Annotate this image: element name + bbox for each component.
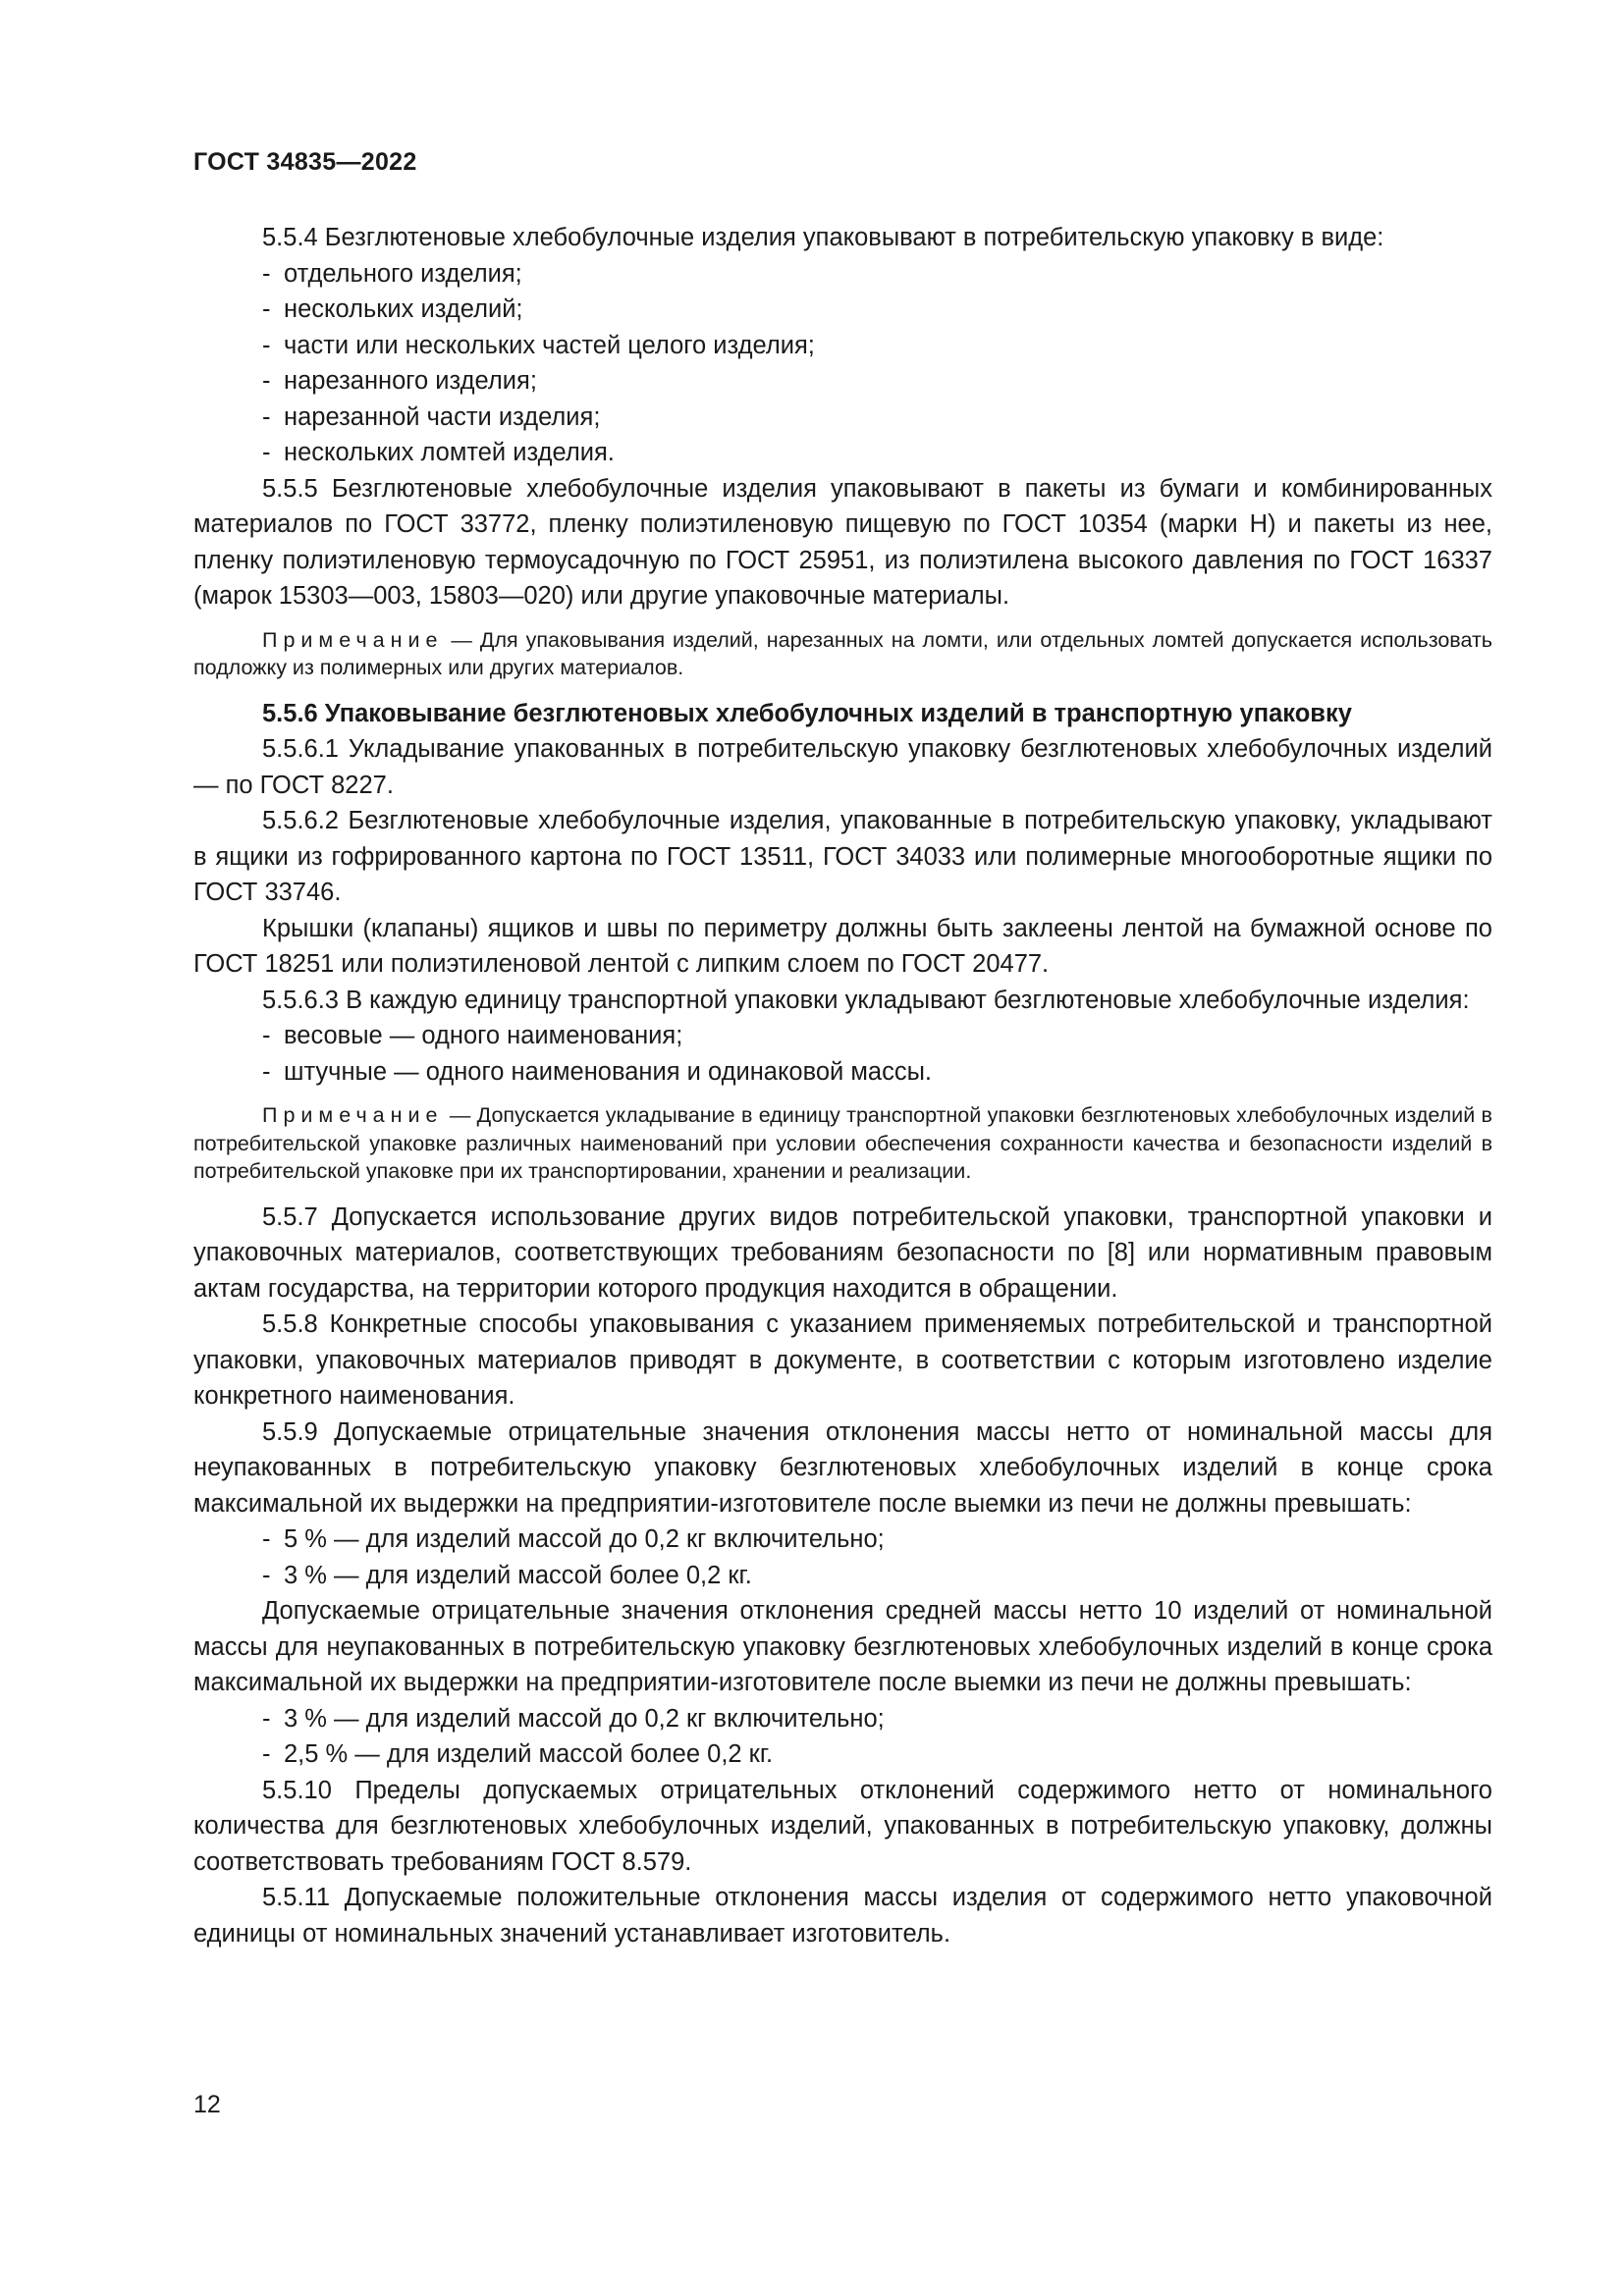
note-label: Примечание — [262, 627, 444, 652]
clause-5-5-6-1: 5.5.6.1 Укладывание упакованных в потребительскую упаковку безглютеновых хлебобулочных изделий — по ГОСТ 8227. — [193, 735, 1492, 799]
list-item: - 5 % — для изделий массой до 0,2 кг включительно; — [262, 1525, 885, 1553]
list-item: - нарезанного изделия; — [262, 367, 537, 395]
clause-5-5-6-2-cont: Крышки (клапаны) ящиков и швы по периметру должны быть заклеены лентой на бумажной основе по ГОСТ 18251 или полиэтиленовой лентой с липким слоем по ГОСТ 20477. — [193, 914, 1492, 978]
document-page — [193, 147, 1492, 1951]
clause-5-5-5: 5.5.5 Безглютеновые хлебобулочные изделия упаковывают в пакеты из бумаги и комбинированных материалов по ГОСТ 33772, пленку полиэтиленовую пищевую по ГОСТ 10354 (марки Н) и пакеты из нее, пленку полиэтиленовую термоусадочную по ГОСТ 25951, из полиэтилена высокого давления по ГОСТ 16337 (марок 15303—003, 15803—020) или другие упаковочные материалы. — [193, 474, 1492, 610]
clause-5-5-9: 5.5.9 Допускаемые отрицательные значения отклонения массы нетто от номинальной массы для неупакованных в потребительскую упаковку безглютеновых хлебобулочных изделий в конце срока максимальной их выдержки на предприятии-изготовителе после выемки из печи не должны превышать: — [193, 1417, 1492, 1518]
list-item: - 2,5 % — для изделий массой более 0,2 кг. — [262, 1740, 774, 1768]
clause-5-5-11: 5.5.11 Допускаемые положительные отклонения массы изделия от содержимого нетто упаковочной единицы от номинальных значений устанавливает изготовитель. — [193, 1884, 1492, 1948]
list-item: - части или нескольких частей целого изделия; — [262, 331, 815, 359]
list-item: - отдельного изделия; — [262, 259, 522, 288]
list-item: - штучные — одного наименования и одинаковой массы. — [262, 1057, 932, 1086]
clause-5-5-9-cont: Допускаемые отрицательные значения отклонения средней массы нетто 10 изделий от номинальной массы для неупакованных в потребительскую упаковку безглютеновых хлебобулочных изделий в конце срока максимальной их выдержки на предприятии-изготовителе после выемки из печи не должны превышать: — [193, 1597, 1492, 1696]
note-label: Примечание — [262, 1103, 444, 1127]
document-header: ГОСТ 34835—2022 — [193, 148, 417, 176]
note-text: — Допускается укладывание в единицу транспортной упаковки безглютеновых хлебобулочных изделий в потребительской упаковке различных наименований при условии обеспечения сохранности качества и безопасности изделий в потребительской упаковке при их транспортировании, хранении и реализации. — [193, 1103, 1492, 1183]
page-number: 12 — [193, 2091, 221, 2118]
note-5-5-5 — [193, 626, 1492, 682]
clause-5-5-6-heading: 5.5.6 Упаковывание безглютеновых хлебобулочных изделий в транспортную упаковку — [262, 699, 1352, 727]
list-item: - нескольких ломтей изделия. — [262, 439, 615, 466]
clause-5-5-6-2: 5.5.6.2 Безглютеновые хлебобулочные изделия, упакованные в потребительскую упаковку, укладывают в ящики из гофрированного картона по ГОСТ 13511, ГОСТ 34033 или полимерные многооборотные ящики по ГОСТ 33746. — [193, 807, 1492, 906]
list-item: - нескольких изделий; — [262, 295, 523, 323]
note-5-5-6 — [193, 1101, 1492, 1186]
note-text: — Для упаковывания изделий, нарезанных на ломти, или отдельных ломтей допускается использовать подложку из полимерных или других материалов. — [193, 627, 1492, 679]
clause-5-5-7: 5.5.7 Допускается использование других видов потребительской упаковки, транспортной упаковки и упаковочных материалов, соответствующих требованиям безопасности по [8] или нормативным правовым актам государства, на территории которого продукция находится в обращении. — [193, 1202, 1492, 1303]
clause-5-5-8: 5.5.8 Конкретные способы упаковывания с указанием применяемых потребительской и транспортной упаковки, упаковочных материалов приводят в документе, в соответствии с которым изготовлено изделие конкретного наименования. — [193, 1310, 1492, 1410]
clause-5-5-10: 5.5.10 Пределы допускаемых отрицательных отклонений содержимого нетто от номинального количества для безглютеновых хлебобулочных изделий, упакованных в потребительскую упаковку, должны соответствовать требованиям ГОСТ 8.579. — [193, 1776, 1492, 1876]
clause-5-5-6-3: 5.5.6.3 В каждую единицу транспортной упаковки укладывают безглютеновые хлебобулочные изделия: — [262, 986, 1470, 1014]
list-item: - весовые — одного наименования; — [262, 1022, 683, 1049]
list-item: - 3 % — для изделий массой более 0,2 кг. — [262, 1561, 752, 1589]
list-item: - нарезанной части изделия; — [262, 402, 601, 431]
clause-5-5-4: 5.5.4 Безглютеновые хлебобулочные изделия упаковывают в потребительскую упаковку в виде: — [262, 224, 1384, 251]
list-item: - 3 % — для изделий массой до 0,2 кг включительно; — [262, 1704, 885, 1733]
